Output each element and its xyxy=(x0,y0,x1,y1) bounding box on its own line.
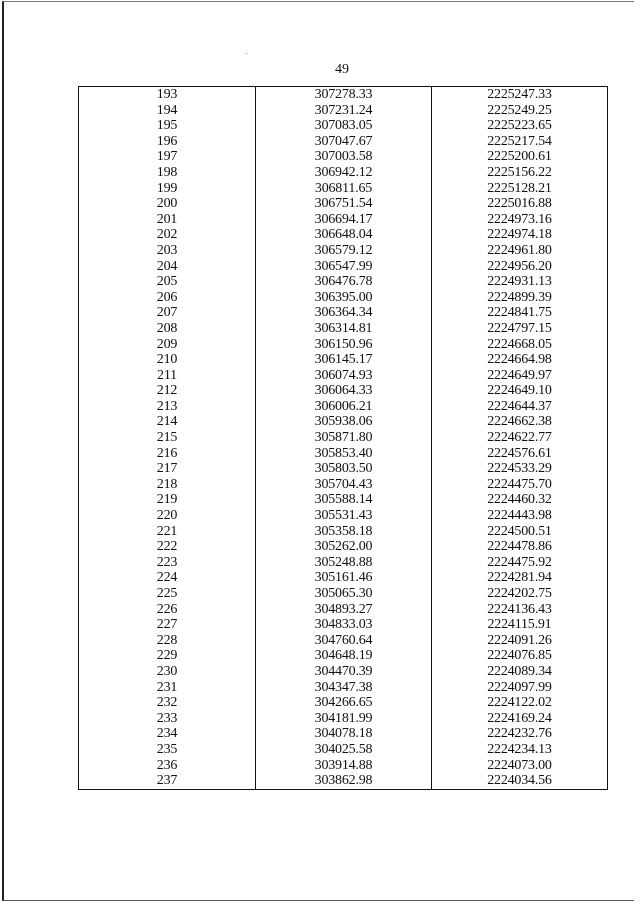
table-row xyxy=(79,524,608,540)
x-coordinate-cell: 305531.43 xyxy=(256,508,432,524)
table-row xyxy=(79,695,608,711)
y-coordinate-cell: 2225217.54 xyxy=(432,134,608,150)
y-coordinate-cell: 2224169.24 xyxy=(432,711,608,727)
point-number-cell: 218 xyxy=(79,477,256,493)
point-number-cell: 223 xyxy=(79,555,256,571)
point-number-cell: 217 xyxy=(79,461,256,477)
table-row xyxy=(79,414,608,430)
y-coordinate-cell: 2225223.65 xyxy=(432,118,608,134)
point-number-cell: 225 xyxy=(79,586,256,602)
point-number-cell: 220 xyxy=(79,508,256,524)
x-coordinate-cell: 305262.00 xyxy=(256,539,432,555)
point-number-cell: 209 xyxy=(79,337,256,353)
table-row xyxy=(79,118,608,134)
x-coordinate-cell: 304833.03 xyxy=(256,617,432,633)
y-coordinate-cell: 2224475.92 xyxy=(432,555,608,571)
y-coordinate-cell: 2224202.75 xyxy=(432,586,608,602)
y-coordinate-cell: 2224649.10 xyxy=(432,383,608,399)
y-coordinate-cell: 2224500.51 xyxy=(432,524,608,540)
point-number-cell: 215 xyxy=(79,430,256,446)
x-coordinate-cell: 304893.27 xyxy=(256,602,432,618)
point-number-cell: 221 xyxy=(79,524,256,540)
x-coordinate-cell: 305853.40 xyxy=(256,446,432,462)
table-row xyxy=(79,305,608,321)
point-number-cell: 237 xyxy=(79,773,256,789)
x-coordinate-cell: 305065.30 xyxy=(256,586,432,602)
point-number-cell: 201 xyxy=(79,212,256,228)
y-coordinate-cell: 2224664.98 xyxy=(432,352,608,368)
y-coordinate-cell: 2224533.29 xyxy=(432,461,608,477)
y-coordinate-cell: 2224475.70 xyxy=(432,477,608,493)
point-number-cell: 226 xyxy=(79,602,256,618)
y-coordinate-cell: 2225128.21 xyxy=(432,181,608,197)
x-coordinate-cell: 306751.54 xyxy=(256,196,432,212)
x-coordinate-cell: 305871.80 xyxy=(256,430,432,446)
y-coordinate-cell: 2224089.34 xyxy=(432,664,608,680)
point-number-cell: 193 xyxy=(79,87,256,103)
x-coordinate-cell: 306074.93 xyxy=(256,368,432,384)
y-coordinate-cell: 2224841.75 xyxy=(432,305,608,321)
x-coordinate-cell: 304760.64 xyxy=(256,633,432,649)
point-number-cell: 227 xyxy=(79,617,256,633)
y-coordinate-cell: 2224644.37 xyxy=(432,399,608,415)
x-coordinate-cell: 304347.38 xyxy=(256,680,432,696)
x-coordinate-cell: 306150.96 xyxy=(256,337,432,353)
table-row xyxy=(79,648,608,664)
x-coordinate-cell: 305161.46 xyxy=(256,570,432,586)
table-row xyxy=(79,243,608,259)
x-coordinate-cell: 304181.99 xyxy=(256,711,432,727)
y-coordinate-cell: 2224478.86 xyxy=(432,539,608,555)
x-coordinate-cell: 304266.65 xyxy=(256,695,432,711)
table-row xyxy=(79,290,608,306)
point-number-cell: 214 xyxy=(79,414,256,430)
table-row xyxy=(79,711,608,727)
x-coordinate-cell: 304025.58 xyxy=(256,742,432,758)
y-coordinate-cell: 2224662.38 xyxy=(432,414,608,430)
table-row xyxy=(79,227,608,243)
point-number-cell: 205 xyxy=(79,274,256,290)
y-coordinate-cell: 2224443.98 xyxy=(432,508,608,524)
table-row xyxy=(79,758,608,774)
table-row xyxy=(79,461,608,477)
table-row xyxy=(79,586,608,602)
table-row xyxy=(79,477,608,493)
table-row xyxy=(79,212,608,228)
x-coordinate-cell: 307278.33 xyxy=(256,87,432,103)
table-row xyxy=(79,570,608,586)
y-coordinate-cell: 2224091.26 xyxy=(432,633,608,649)
point-number-cell: 212 xyxy=(79,383,256,399)
x-coordinate-cell: 306648.04 xyxy=(256,227,432,243)
table-row xyxy=(79,134,608,150)
y-coordinate-cell: 2224136.43 xyxy=(432,602,608,618)
table-row xyxy=(79,680,608,696)
x-coordinate-cell: 303914.88 xyxy=(256,758,432,774)
coordinates-table xyxy=(78,86,608,790)
x-coordinate-cell: 305588.14 xyxy=(256,492,432,508)
table-row xyxy=(79,274,608,290)
x-coordinate-cell: 305248.88 xyxy=(256,555,432,571)
y-coordinate-cell: 2224649.97 xyxy=(432,368,608,384)
y-coordinate-cell: 2224034.56 xyxy=(432,773,608,789)
x-coordinate-cell: 307047.67 xyxy=(256,134,432,150)
x-coordinate-cell: 306006.21 xyxy=(256,399,432,415)
table-row xyxy=(79,664,608,680)
table-row xyxy=(79,726,608,742)
point-number-cell: 202 xyxy=(79,227,256,243)
point-number-cell: 231 xyxy=(79,680,256,696)
point-number-cell: 204 xyxy=(79,259,256,275)
table-row xyxy=(79,196,608,212)
table-row xyxy=(79,321,608,337)
point-number-cell: 228 xyxy=(79,633,256,649)
y-coordinate-cell: 2225249.25 xyxy=(432,103,608,119)
x-coordinate-cell: 304470.39 xyxy=(256,664,432,680)
x-coordinate-cell: 306476.78 xyxy=(256,274,432,290)
table-row xyxy=(79,337,608,353)
x-coordinate-cell: 305803.50 xyxy=(256,461,432,477)
x-coordinate-cell: 306314.81 xyxy=(256,321,432,337)
y-coordinate-cell: 2225247.33 xyxy=(432,87,608,103)
y-coordinate-cell: 2224234.13 xyxy=(432,742,608,758)
point-number-cell: 208 xyxy=(79,321,256,337)
y-coordinate-cell: 2224097.99 xyxy=(432,680,608,696)
coordinates-table-body xyxy=(79,87,608,790)
x-coordinate-cell: 306579.12 xyxy=(256,243,432,259)
x-coordinate-cell: 304648.19 xyxy=(256,648,432,664)
point-number-cell: 229 xyxy=(79,648,256,664)
table-row xyxy=(79,539,608,555)
point-number-cell: 206 xyxy=(79,290,256,306)
y-coordinate-cell: 2224115.91 xyxy=(432,617,608,633)
point-number-cell: 198 xyxy=(79,165,256,181)
y-coordinate-cell: 2224460.32 xyxy=(432,492,608,508)
table-row xyxy=(79,742,608,758)
x-coordinate-cell: 307083.05 xyxy=(256,118,432,134)
y-coordinate-cell: 2225156.22 xyxy=(432,165,608,181)
table-row xyxy=(79,399,608,415)
y-coordinate-cell: 2224797.15 xyxy=(432,321,608,337)
point-number-cell: 195 xyxy=(79,118,256,134)
table-row xyxy=(79,259,608,275)
y-coordinate-cell: 2225200.61 xyxy=(432,149,608,165)
x-coordinate-cell: 306942.12 xyxy=(256,165,432,181)
point-number-cell: 236 xyxy=(79,758,256,774)
table-row xyxy=(79,602,608,618)
table-row xyxy=(79,103,608,119)
y-coordinate-cell: 2224931.13 xyxy=(432,274,608,290)
x-coordinate-cell: 306547.99 xyxy=(256,259,432,275)
table-row xyxy=(79,773,608,789)
table-row xyxy=(79,446,608,462)
table-row xyxy=(79,633,608,649)
y-coordinate-cell: 2224281.94 xyxy=(432,570,608,586)
point-number-cell: 235 xyxy=(79,742,256,758)
y-coordinate-cell: 2224668.05 xyxy=(432,337,608,353)
table-row xyxy=(79,383,608,399)
x-coordinate-cell: 306145.17 xyxy=(256,352,432,368)
page-number: 49 xyxy=(335,62,349,77)
y-coordinate-cell: 2224073.00 xyxy=(432,758,608,774)
table-row xyxy=(79,617,608,633)
point-number-cell: 200 xyxy=(79,196,256,212)
y-coordinate-cell: 2224122.02 xyxy=(432,695,608,711)
x-coordinate-cell: 304078.18 xyxy=(256,726,432,742)
x-coordinate-cell: 306364.34 xyxy=(256,305,432,321)
point-number-cell: 203 xyxy=(79,243,256,259)
y-coordinate-cell: 2224622.77 xyxy=(432,430,608,446)
point-number-cell: 230 xyxy=(79,664,256,680)
table-row xyxy=(79,368,608,384)
x-coordinate-cell: 305938.06 xyxy=(256,414,432,430)
x-coordinate-cell: 306395.00 xyxy=(256,290,432,306)
table-row xyxy=(79,508,608,524)
x-coordinate-cell: 303862.98 xyxy=(256,773,432,789)
point-number-cell: 232 xyxy=(79,695,256,711)
y-coordinate-cell: 2224961.80 xyxy=(432,243,608,259)
y-coordinate-cell: 2224576.61 xyxy=(432,446,608,462)
point-number-cell: 216 xyxy=(79,446,256,462)
point-number-cell: 210 xyxy=(79,352,256,368)
x-coordinate-cell: 305704.43 xyxy=(256,477,432,493)
x-coordinate-cell: 306811.65 xyxy=(256,181,432,197)
table-row xyxy=(79,430,608,446)
point-number-cell: 194 xyxy=(79,103,256,119)
x-coordinate-cell: 305358.18 xyxy=(256,524,432,540)
point-number-cell: 207 xyxy=(79,305,256,321)
scan-speck xyxy=(246,53,247,54)
x-coordinate-cell: 307231.24 xyxy=(256,103,432,119)
y-coordinate-cell: 2224232.76 xyxy=(432,726,608,742)
x-coordinate-cell: 306064.33 xyxy=(256,383,432,399)
point-number-cell: 213 xyxy=(79,399,256,415)
table-row xyxy=(79,181,608,197)
point-number-cell: 234 xyxy=(79,726,256,742)
point-number-cell: 233 xyxy=(79,711,256,727)
y-coordinate-cell: 2224076.85 xyxy=(432,648,608,664)
y-coordinate-cell: 2224974.18 xyxy=(432,227,608,243)
table-row xyxy=(79,149,608,165)
table-row xyxy=(79,87,608,103)
x-coordinate-cell: 306694.17 xyxy=(256,212,432,228)
y-coordinate-cell: 2224956.20 xyxy=(432,259,608,275)
table-row xyxy=(79,555,608,571)
point-number-cell: 211 xyxy=(79,368,256,384)
table-row xyxy=(79,352,608,368)
point-number-cell: 197 xyxy=(79,149,256,165)
y-coordinate-cell: 2225016.88 xyxy=(432,196,608,212)
table-row xyxy=(79,165,608,181)
point-number-cell: 222 xyxy=(79,539,256,555)
y-coordinate-cell: 2224899.39 xyxy=(432,290,608,306)
point-number-cell: 219 xyxy=(79,492,256,508)
x-coordinate-cell: 307003.58 xyxy=(256,149,432,165)
point-number-cell: 224 xyxy=(79,570,256,586)
point-number-cell: 199 xyxy=(79,181,256,197)
table-row xyxy=(79,492,608,508)
y-coordinate-cell: 2224973.16 xyxy=(432,212,608,228)
point-number-cell: 196 xyxy=(79,134,256,150)
